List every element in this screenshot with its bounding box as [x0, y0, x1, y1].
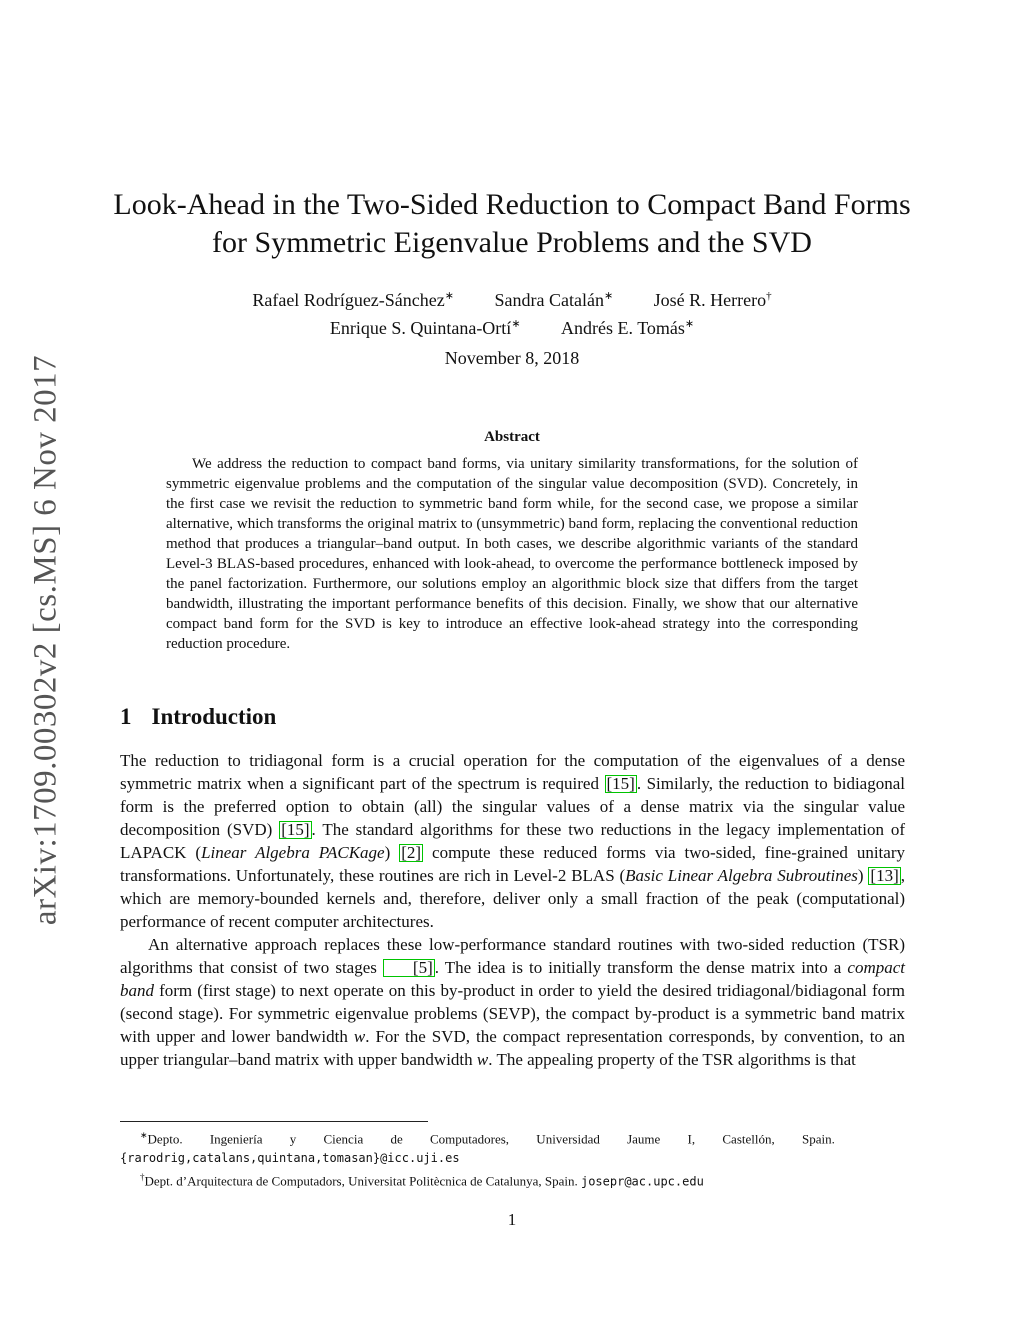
author: Rafael Rodríguez-Sánchez∗ [252, 290, 454, 310]
footnote-separator [120, 1121, 428, 1122]
paper-date: November 8, 2018 [444, 348, 580, 368]
citation-link[interactable]: [13] [870, 866, 899, 885]
section-number: 1 [120, 704, 132, 729]
author: Enrique S. Quintana-Ortí∗ [329, 318, 521, 338]
author: José R. Herrero† [653, 290, 772, 310]
section-title: Introduction [151, 704, 277, 729]
footnote-1-email[interactable]: {rarodrig,catalans,quintana,tomasan}@icc.uji.es [120, 1151, 460, 1166]
abstract-heading: Abstract [484, 429, 540, 445]
footnotes [120, 1126, 905, 1192]
author-block [120, 284, 904, 340]
title-line-1: Look-Ahead in the Two-Sided Reduction to Compact Band Forms [113, 188, 911, 221]
body-text [120, 749, 905, 1071]
citation-link[interactable]: [5] [383, 959, 435, 977]
footnote-2-email[interactable]: josepr@ac.upc.edu [580, 1174, 704, 1189]
author: Andrés E. Tomás∗ [561, 318, 695, 338]
title-line-2: for Symmetric Eigenvalue Problems and the SVD [212, 226, 812, 259]
citation-link[interactable]: [2] [401, 843, 422, 862]
citation-link[interactable]: [15] [606, 774, 635, 793]
page-number: 1 [507, 1210, 517, 1229]
author-row-2 [120, 312, 904, 340]
paragraph: The reduction to tridiagonal form is a crucial operation for the computation of the eigenvalues of a dense symmetric matrix when a significant part of the spectrum is required [15] . Similarly, the reduction to bidiagonal form is the preferred option to obtain (all) the singular values of a dense matrix via the singular value decomposition (SVD) [15] . The standard algorithms for these two reductions in the legacy implementation of LAPACK (Linear Algebra PACKage) [2] compute these reduced forms via two-sided, fine-grained unitary transformations. Unfortunately, these routines are rich in Level-2 BLAS (Basic Linear Algebra Subroutines) [13] , which are memory-bounded kernels and, therefore, deliver only a small fraction of the peak (computational) performance of recent computer architectures. [120, 751, 906, 931]
footnote-1: ∗Depto. Ingeniería y Ciencia de Computadores, Universidad Jaume I, Castellón, Spain. {rarodrig,catalans,quintana,tomasan}@icc.uji.es [120, 1130, 835, 1166]
paragraph: An alternative approach replaces these low-performance standard routines with two-sided reduction (TSR) algorithms that consist of two stages [5] . The idea is to initially transform the dense matrix into a compact band form (first stage) to next operate on this by-product in order to yield the desired tridiagonal/bidiagonal form (second stage). For symmetric eigenvalue problems (SEVP), the compact by-product is a symmetric band matrix with upper and lower bandwidth w. For the SVD, the compact representation corresponds, by convention, to an upper triangular–band matrix with upper bandwidth w. The appealing property of the TSR algorithms is that [120, 935, 906, 1069]
footnote-2: †Dept. d’Arquitectura de Computadors, Universitat Politècnica de Catalunya, Spain. josepr@ac.upc.edu [140, 1172, 704, 1189]
author-row-1 [120, 284, 904, 312]
paper-title [100, 186, 924, 262]
abstract-text: We address the reduction to compact band forms, via unitary similarity transformations, for the solution of symmetric eigenvalue problems and the computation of the singular value decomposition (SVD). Concretely, in the first case we revisit the reduction to symmetric band form while, for the second case, we propose a similar alternative, which transforms the original matrix to (unsymmetric) band form, replacing the conventional reduction method that produces a triangular–band output. In both cases, we describe algorithmic variants of the standard Level-3 BLAS-based procedures, enhanced with look-ahead, to overcome the performance bottleneck imposed by the panel factorization. Furthermore, our solutions employ an algorithmic block size that differs from the target bandwidth, illustrating the important performance benefits of this decision. Finally, we show that our alternative compact band form for the SVD is key to introduce an effective look-ahead strategy into the corresponding reduction procedure. [166, 456, 858, 652]
author: Sandra Catalán∗ [494, 290, 614, 310]
section-heading [120, 704, 276, 730]
arxiv-identifier-stamp: arXiv:1709.00302v2 [cs.MS] 6 Nov 2017 [27, 354, 64, 926]
citation-link[interactable]: [15] [281, 820, 310, 839]
